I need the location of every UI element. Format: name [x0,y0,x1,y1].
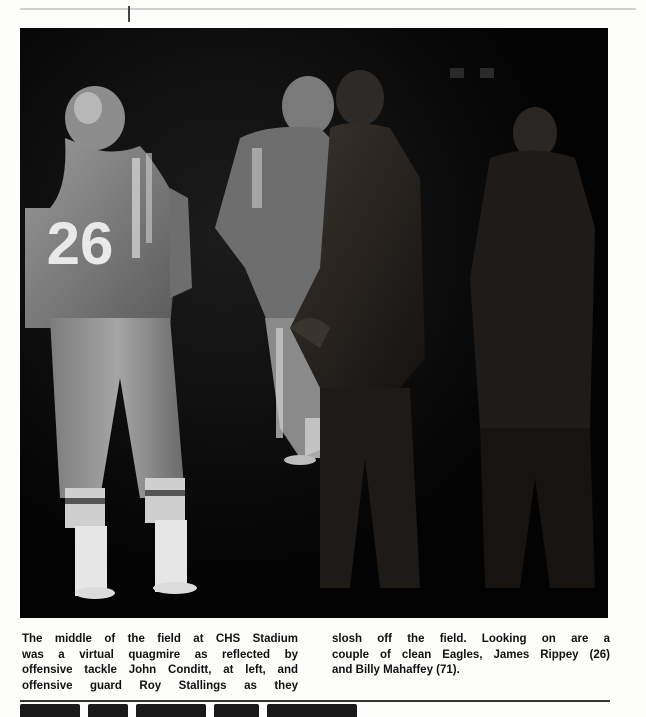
fold-mark [128,6,130,22]
caption-line: was a virtual quagmire as reflected by [22,648,298,661]
caption-line: slosh off the field. Looking on are a [332,633,610,645]
caption-line: and Billy Mahaffey (71). [332,664,460,676]
caption-line: offensive guard Roy Stallings as they [22,679,298,692]
photo-caption-right [332,632,610,679]
caption-line: couple of clean Eagles, James Rippey (26) [332,648,610,661]
caption-line: offensive tackle John Conditt, at left, and [22,664,298,676]
football-photo [20,28,608,618]
photo-caption-left [22,632,298,694]
caption-line: The middle of the field at CHS Stadium [22,633,298,645]
cropped-next-headline [20,704,620,717]
top-rule [20,8,636,10]
bottom-rule [20,700,610,702]
jersey-number: 26 [46,210,114,277]
photo-illustration [20,28,608,618]
